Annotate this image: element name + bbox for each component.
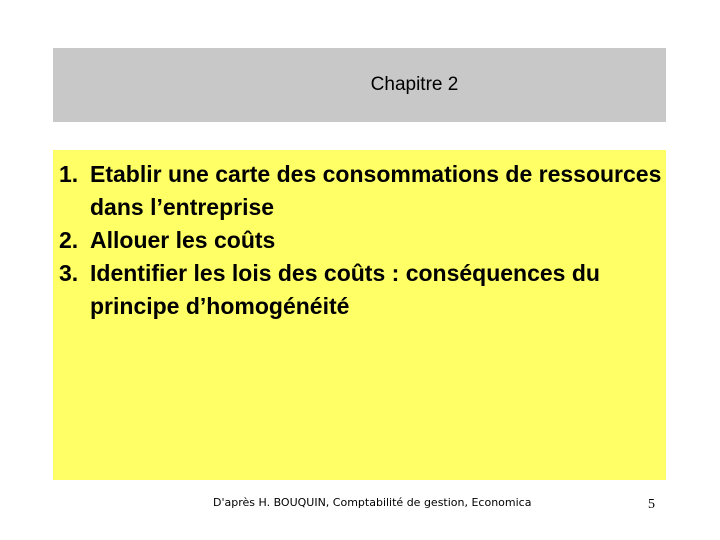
numbered-list xyxy=(59,158,666,323)
list-item-text: Etablir une carte des consommations de ressources dans l’entreprise xyxy=(90,161,662,220)
list-item xyxy=(59,158,666,224)
slide-title: Chapitre 2 xyxy=(370,74,459,95)
list-item-number: 2. xyxy=(59,227,79,253)
list-item-number: 3. xyxy=(59,260,79,286)
list-item-text: Allouer les coûts xyxy=(90,227,276,253)
list-item xyxy=(59,224,666,257)
slide-content-box xyxy=(53,150,666,480)
list-item-text: Identifier les lois des coûts : conséquences du principe d’homogénéité xyxy=(90,260,600,319)
list-item xyxy=(59,257,666,323)
list-item-number: 1. xyxy=(59,161,79,187)
page-number: 5 xyxy=(648,497,655,512)
footer-credit: D'après H. BOUQUIN, Comptabilité de gestion, Economica xyxy=(213,496,532,509)
slide-title-bar xyxy=(53,48,666,122)
